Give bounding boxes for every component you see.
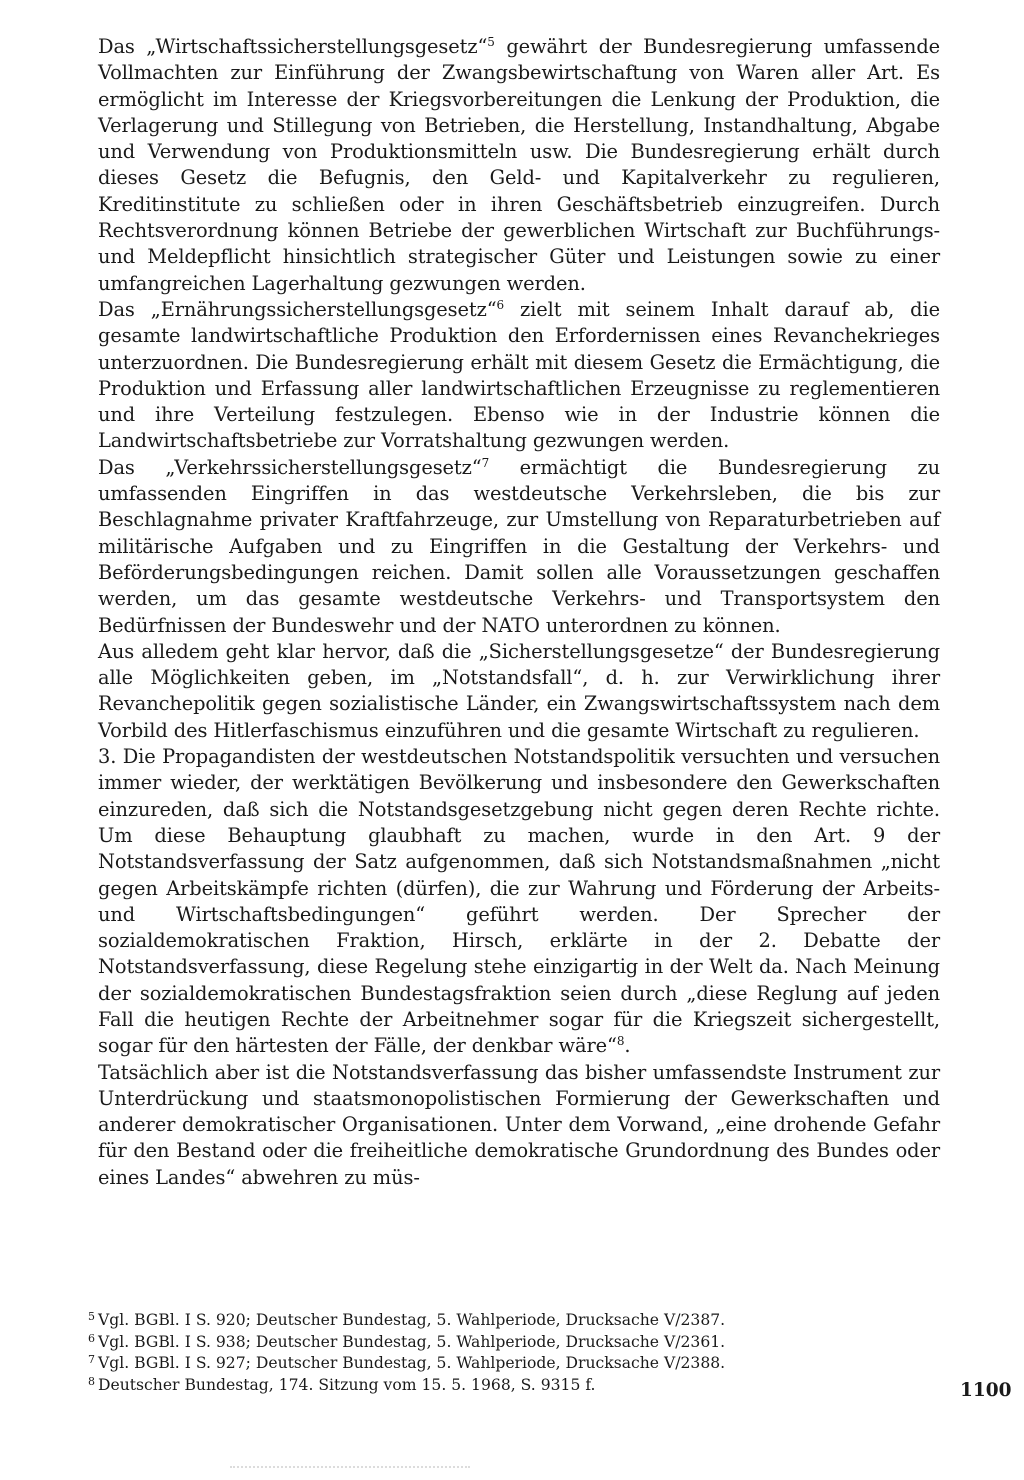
footnote (88, 1332, 888, 1354)
footnote-text: Vgl. BGBl. I S. 938; Deutscher Bundestag, 5. Wahlperiode, Drucksache V/2361. (98, 1332, 726, 1351)
paragraph-text: ermächtigt die Bundesregierung zu umfassenden Eingriffen in das westdeutsche Verkehrsleben, die bis zur Beschlagnahme privater Kraftfahrzeuge, zur Umstellung von Reparaturbetrieben auf militärische Aufgaben und zu Eingriffen in die Gestaltung der Verkehrs- und Beförderungsbedingungen reichen. Damit sollen alle Voraussetzungen geschaffen werden, um das gesamte westdeutsche Verkehrs- und Transportsystem den Bedürfnissen der Bundeswehr und der NATO unterordnen zu können. (98, 455, 940, 637)
paragraph-notstandsverfassung (98, 1060, 940, 1191)
paragraph-text: gewährt der Bundesregierung umfassende Vollmachten zur Einführung der Zwangsbewirtschaftung von Waren aller Art. Es ermöglicht im Interesse der Kriegsvorbereitungen die Lenkung der Produktion, die Verlagerung und Stillegung von Betrieben, die Herstellung, Instandhaltung, Abgabe und Verwendung von Produktionsmitteln usw. Die Bundesregierung erhält durch dieses Gesetz die Befugnis, den Geld- und Kapitalverkehr zu regulieren, Kreditinstitute zu schließen oder in ihren Geschäftsbetrieb einzugreifen. Durch Rechtsverordnung können Betriebe der gewerblichen Wirtschaft zur Buchführungs- und Meldepflicht hinsichtlich strategischer Güter und Leistungen sowie zu einer umfangreichen Lagerhaltung gezwungen werden. (98, 35, 941, 295)
footnote (88, 1375, 888, 1397)
scan-bleed-through (230, 1466, 470, 1472)
paragraph-text: 3. Die Propagandisten der westdeutschen Notstandspolitik versuchten und versuchen immer wieder, der werktätigen Bevölkerung und insbesondere den Gewerkschaften einzureden, daß sich die Notstandsgesetzgebung nicht gegen deren Rechte richte. Um diese Behauptung glaubhaft zu machen, wurde in den Art. 9 der Notstandsverfassung der Satz aufgenommen, daß sich Notstandsmaßnahmen „nicht gegen Arbeitskämpfe richten (dürfen), die zur Wahrung und Förderung der Arbeits- und Wirtschaftsbedingungen“ geführt werden. Der Sprecher der sozialdemokratischen Fraktion, Hirsch, erklärte in der 2. Debatte der Notstandsverfassung, diese Regelung stehe einzigartig in der Welt da. Nach Meinung der sozialdemokratischen Bundestagsfraktion seien durch „diese Reglung auf jeden Fall die heutigen Rechte der Arbeitnehmer sogar für die Kriegszeit sichergestellt, sogar für den härtesten der Fälle, der denkbar wäre“ (98, 745, 940, 1058)
paragraph-text: zielt mit seinem Inhalt darauf ab, die gesamte landwirtschaftliche Produktion den Erfordernissen eines Revanchekrieges unterzuordnen. Die Bundesregierung erhält mit diesem Gesetz die Ermächtigung, die Produktion und Erfassung aller landwirtschaftlichen Erzeugnisse zu reglementieren und ihre Verteilung festzulegen. Ebenso wie in der Industrie können die Landwirtschaftsbetriebe zur Vorratshaltung gezwungen werden. (98, 297, 940, 453)
footnotes (88, 1310, 888, 1396)
body-text (98, 34, 940, 1191)
paragraph-verkehrssicherstellungsgesetz (98, 455, 940, 639)
footnote (88, 1353, 888, 1375)
footnote-reference: 8 (616, 1034, 625, 1049)
paragraph-summary (98, 639, 940, 744)
paragraph-text: . (624, 1034, 631, 1058)
footnote-number: 8 (88, 1374, 95, 1388)
footnote-reference: 7 (481, 455, 490, 470)
page-number: 1100 (960, 1380, 1012, 1401)
paragraph-text: Das „Wirtschaftssicherstellungsgesetz“ (98, 35, 488, 58)
footnote-text: Vgl. BGBl. I S. 920; Deutscher Bundestag, 5. Wahlperiode, Drucksache V/2387. (98, 1311, 726, 1329)
footnote-reference: 5 (487, 35, 495, 49)
footnote-text: Vgl. BGBl. I S. 927; Deutscher Bundestag, 5. Wahlperiode, Drucksache V/2388. (98, 1354, 726, 1372)
paragraph-text: Tatsächlich aber ist die Notstandsverfassung das bisher umfassendste Instrument zur Unterdrückung und staatsmonopolistischen Formierung der Gewerkschaften und anderer demokratischer Organisationen. Unter dem Vorwand, „eine drohende Gefahr für den Bestand oder die freiheitliche demokratische Grundordnung des Bundes oder eines Landes“ abwehren zu müs- (98, 1060, 940, 1189)
footnote-number: 6 (88, 1331, 95, 1345)
paragraph-ernaehrungssicherstellungsgesetz (98, 297, 940, 455)
paragraph-text: Aus alledem geht klar hervor, daß die „Sicherstellungsgesetze“ der Bundesregierung alle Möglichkeiten geben, im „Notstandsfall“, d. h. zur Verwirklichung ihrer Revanchepolitik gegen sozialistische Länder, ein Zwangswirtschaftssystem nach dem Vorbild des Hitlerfaschismus einzuführen und die gesamte Wirtschaft zu regulieren. (98, 639, 940, 742)
paragraph-text: Das „Verkehrssicherstellungsgesetz“ (98, 455, 482, 479)
paragraph-point-3 (98, 744, 940, 1060)
paragraph-text: Das „Ernährungssicherstellungsgesetz“ (98, 297, 497, 321)
footnote-number: 5 (88, 1310, 95, 1323)
paragraph-wirtschaftssicherstellungsgesetz (98, 34, 940, 297)
footnote-reference: 6 (496, 297, 505, 312)
footnote (88, 1310, 888, 1332)
footnote-text: Deutscher Bundestag, 174. Sitzung vom 15. 5. 1968, S. 9315 f. (98, 1375, 596, 1394)
footnote-number: 7 (88, 1353, 95, 1366)
